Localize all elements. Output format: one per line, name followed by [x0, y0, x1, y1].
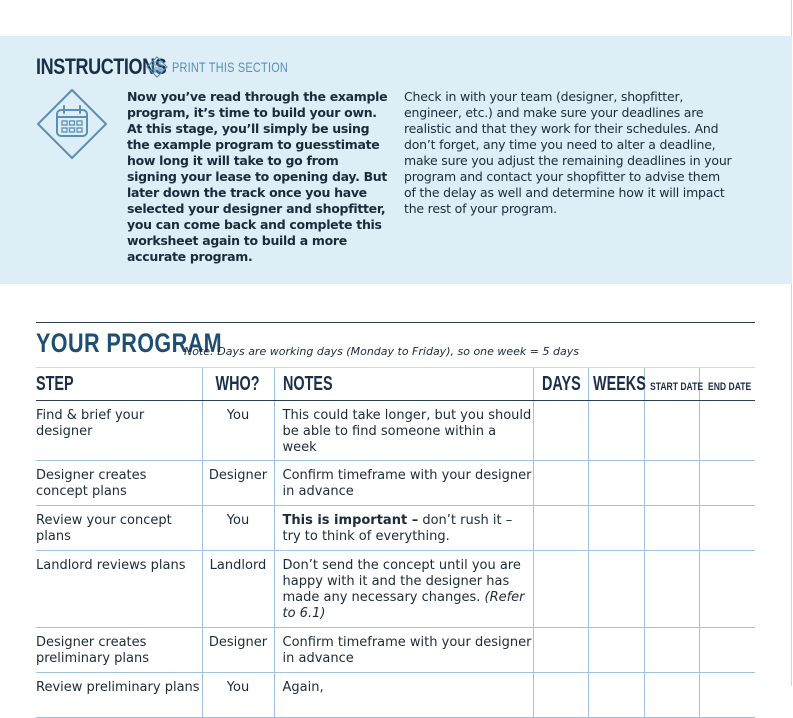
print-section-label: PRINT THIS SECTION	[172, 59, 289, 75]
calendar-icon	[36, 88, 108, 160]
who-cell: Designer	[202, 628, 274, 673]
step-cell: Designer creates concept plans	[36, 461, 202, 506]
instructions-title: INSTRUCTIONS	[36, 54, 167, 79]
notes-cell: Confirm timeframe with your designer in advance	[274, 461, 533, 506]
col-header-notes: NOTES	[274, 368, 533, 401]
who-cell: Designer	[202, 461, 274, 506]
col-header-weeks: WEEKS	[588, 368, 644, 401]
weeks-cell[interactable]	[588, 506, 644, 551]
col-header-start-date: START DATE	[644, 368, 699, 401]
table-header-row	[36, 368, 755, 401]
weeks-cell[interactable]	[588, 551, 644, 628]
program-table	[36, 367, 755, 718]
print-icon	[146, 56, 168, 78]
weeks-cell[interactable]	[588, 401, 644, 461]
step-cell: Review preliminary plans	[36, 673, 202, 718]
start-date-cell[interactable]	[644, 401, 699, 461]
days-cell[interactable]	[533, 673, 588, 718]
print-section-link[interactable]	[146, 56, 321, 78]
end-date-cell[interactable]	[699, 628, 755, 673]
step-cell: Review your concept plans	[36, 506, 202, 551]
who-cell: You	[202, 506, 274, 551]
col-header-step: STEP	[36, 368, 202, 401]
weeks-cell[interactable]	[588, 628, 644, 673]
table-row	[36, 506, 755, 551]
step-cell: Designer creates preliminary plans	[36, 628, 202, 673]
program-top-rule	[36, 322, 755, 323]
step-cell: Find & brief your designer	[36, 401, 202, 461]
col-header-who: WHO?	[202, 368, 274, 401]
instructions-panel	[0, 36, 792, 284]
days-cell[interactable]	[533, 506, 588, 551]
program-note: Note: Days are working days (Monday to Friday), so one week = 5 days	[184, 345, 579, 358]
who-cell: Landlord	[202, 551, 274, 628]
table-row	[36, 551, 755, 628]
instructions-detail-text: Check in with your team (designer, shopfitter, engineer, etc.) and make sure your deadlines are realistic and that they work for their schedules. And don’t forget, any time you need to alter a deadline, make sure you adjust the remaining deadlines in your program and contact your shopfitter to advise them of the delay as well and determine how it will impact the rest of your program.	[404, 89, 732, 216]
start-date-cell[interactable]	[644, 673, 699, 718]
start-date-cell[interactable]	[644, 506, 699, 551]
notes-cell: This is important – don’t rush it – try to think of everything.	[274, 506, 533, 551]
step-cell: Landlord reviews plans	[36, 551, 202, 628]
end-date-cell[interactable]	[699, 506, 755, 551]
who-cell: You	[202, 673, 274, 718]
table-row	[36, 461, 755, 506]
notes-cell: This could take longer, but you should be able to find someone within a week	[274, 401, 533, 461]
col-header-end-date: END DATE	[699, 368, 755, 401]
end-date-cell[interactable]	[699, 401, 755, 461]
end-date-cell[interactable]	[699, 673, 755, 718]
program-title: YOUR PROGRAM	[36, 328, 223, 358]
notes-cell: Don’t send the concept until you are happy with it and the designer has made any necessary changes. (Refer to 6.1)	[274, 551, 533, 628]
table-row	[36, 628, 755, 673]
start-date-cell[interactable]	[644, 628, 699, 673]
notes-cell: Confirm timeframe with your designer in advance	[274, 628, 533, 673]
table-row	[36, 673, 755, 718]
start-date-cell[interactable]	[644, 551, 699, 628]
weeks-cell[interactable]	[588, 673, 644, 718]
col-header-days: DAYS	[533, 368, 588, 401]
table-row	[36, 401, 755, 461]
notes-cell: Again,	[274, 673, 533, 718]
weeks-cell[interactable]	[588, 461, 644, 506]
end-date-cell[interactable]	[699, 551, 755, 628]
days-cell[interactable]	[533, 401, 588, 461]
start-date-cell[interactable]	[644, 461, 699, 506]
days-cell[interactable]	[533, 551, 588, 628]
instructions-intro-text: Now you’ve read through the example program, it’s time to build your own. At this stage, you’ll simply be using the example program to guesstimate how long it will take to go from signing your lease to opening day. But later down the track once you have selected your designer and shopfitter, you can come back and complete this worksheet again to build a more accurate program.	[127, 89, 388, 264]
days-cell[interactable]	[533, 628, 588, 673]
who-cell: You	[202, 401, 274, 461]
end-date-cell[interactable]	[699, 461, 755, 506]
days-cell[interactable]	[533, 461, 588, 506]
